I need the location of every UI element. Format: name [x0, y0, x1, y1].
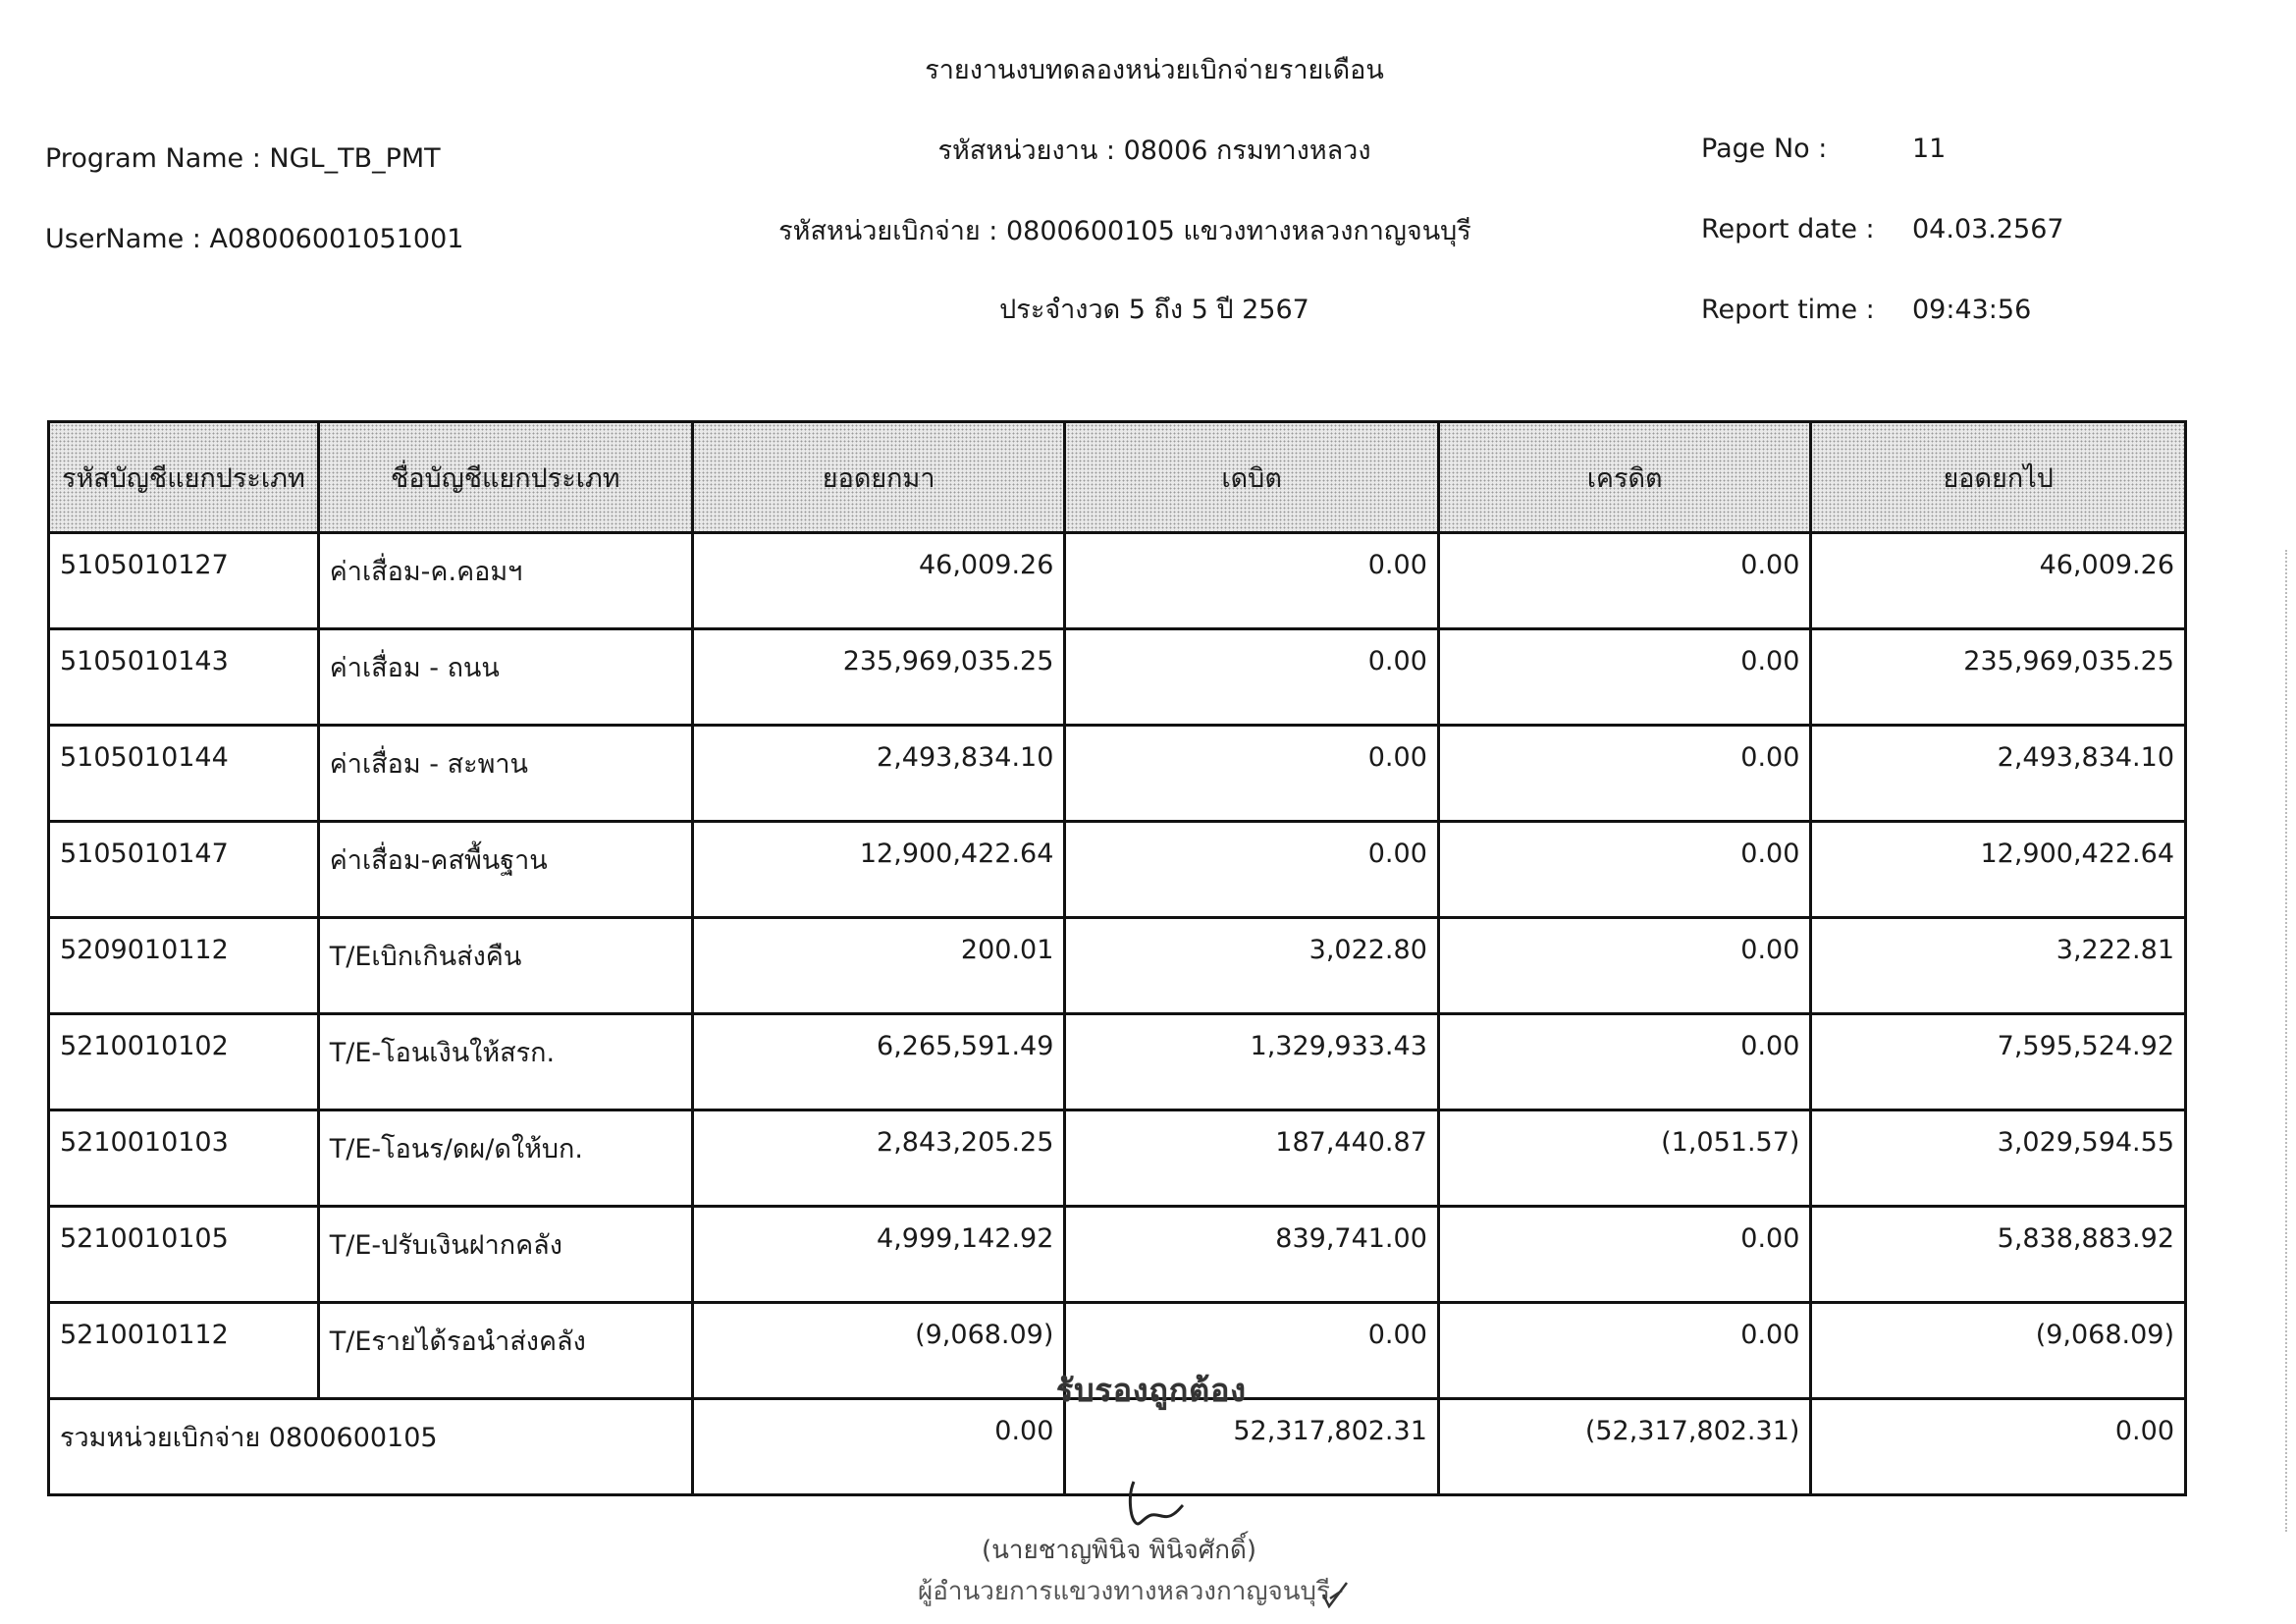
row-brought-forward: (9,068.09) [692, 1303, 1065, 1399]
table-row [49, 629, 2186, 726]
row-debit: 0.00 [1065, 533, 1438, 629]
row-account-name: T/E-โอนเงินให้สรก. [318, 1014, 692, 1110]
row-credit: 0.00 [1438, 1014, 1811, 1110]
row-account-code: 5209010112 [49, 918, 319, 1014]
col-header-carried-forward: ยอดยกไป [1811, 422, 2186, 533]
row-credit: 0.00 [1438, 726, 1811, 822]
page-no-label: Page No : [1701, 134, 1828, 164]
total-credit: (52,317,802.31) [1438, 1399, 1811, 1495]
row-brought-forward: 200.01 [692, 918, 1065, 1014]
row-debit: 0.00 [1065, 1303, 1438, 1399]
row-credit: 0.00 [1438, 1207, 1811, 1303]
row-carried-forward: 2,493,834.10 [1811, 726, 2186, 822]
row-credit: 0.00 [1438, 629, 1811, 726]
row-carried-forward: 235,969,035.25 [1811, 629, 2186, 726]
initial-mark-icon [1320, 1581, 1350, 1608]
certified-stamp: รับรองถูกต้อง [1056, 1372, 1247, 1409]
table-row [49, 533, 2186, 629]
report-date-value: 04.03.2567 [1912, 214, 2064, 244]
table-row [49, 918, 2186, 1014]
row-debit: 0.00 [1065, 629, 1438, 726]
page-no-value: 11 [1912, 134, 1947, 164]
total-debit: 52,317,802.31 [1065, 1399, 1438, 1495]
user-name: UserName : A08006001051001 [45, 224, 464, 254]
row-credit: (1,051.57) [1438, 1110, 1811, 1207]
row-account-code: 5105010143 [49, 629, 319, 726]
total-brought-forward: 0.00 [692, 1399, 1065, 1495]
row-account-name: ค่าเสื่อม - สะพาน [318, 726, 692, 822]
table-row [49, 822, 2186, 918]
report-time-label: Report time : [1701, 295, 1875, 325]
row-brought-forward: 6,265,591.49 [692, 1014, 1065, 1110]
signer-position: ผู้อำนวยการแขวงทางหลวงกาญจนบุรี [918, 1577, 1330, 1606]
row-account-code: 5105010147 [49, 822, 319, 918]
row-account-name: T/E-ปรับเงินฝากคลัง [318, 1207, 692, 1303]
row-brought-forward: 2,843,205.25 [692, 1110, 1065, 1207]
table-row [49, 726, 2186, 822]
row-account-code: 5105010127 [49, 533, 319, 629]
trial-balance-table [47, 420, 2187, 1496]
total-label: รวมหน่วยเบิกจ่าย 0800600105 [49, 1399, 693, 1495]
table-header-row [49, 422, 2186, 533]
scan-edge-line [2285, 550, 2287, 1532]
total-carried-forward: 0.00 [1811, 1399, 2186, 1495]
total-row [49, 1399, 2186, 1495]
row-brought-forward: 12,900,422.64 [692, 822, 1065, 918]
row-account-name: T/Eรายได้รอนำส่งคลัง [318, 1303, 692, 1399]
row-carried-forward: 3,029,594.55 [1811, 1110, 2186, 1207]
row-carried-forward: 46,009.26 [1811, 533, 2186, 629]
report-title: รายงานงบทดลองหน่วยเบิกจ่ายรายเดือน [925, 55, 1384, 85]
table-row [49, 1014, 2186, 1110]
col-header-account-code: รหัสบัญชีแยกประเภท [49, 422, 319, 533]
row-debit: 3,022.80 [1065, 918, 1438, 1014]
row-account-name: T/Eเบิกเกินส่งคืน [318, 918, 692, 1014]
row-account-code: 5210010112 [49, 1303, 319, 1399]
row-account-code: 5210010105 [49, 1207, 319, 1303]
row-account-name: T/E-โอนร/ดผ/ดให้บก. [318, 1110, 692, 1207]
row-debit: 0.00 [1065, 822, 1438, 918]
row-credit: 0.00 [1438, 533, 1811, 629]
agency-code: รหัสหน่วยงาน : 08006 กรมทางหลวง [937, 135, 1371, 166]
row-account-name: ค่าเสื่อม - ถนน [318, 629, 692, 726]
col-header-account-name: ชื่อบัญชีแยกประเภท [318, 422, 692, 533]
row-debit: 839,741.00 [1065, 1207, 1438, 1303]
signer-name: (นายชาญพินิจ พินิจศักดิ์) [982, 1536, 1256, 1565]
row-debit: 187,440.87 [1065, 1110, 1438, 1207]
row-carried-forward: 7,595,524.92 [1811, 1014, 2186, 1110]
row-debit: 0.00 [1065, 726, 1438, 822]
row-account-name: ค่าเสื่อม-คสพื้นฐาน [318, 822, 692, 918]
row-brought-forward: 46,009.26 [692, 533, 1065, 629]
row-brought-forward: 2,493,834.10 [692, 726, 1065, 822]
row-account-code: 5210010102 [49, 1014, 319, 1110]
row-credit: 0.00 [1438, 918, 1811, 1014]
handwritten-signature [1126, 1478, 1185, 1532]
row-account-code: 5210010103 [49, 1110, 319, 1207]
report-period: ประจำงวด 5 ถึง 5 ปี 2567 [999, 295, 1309, 325]
row-credit: 0.00 [1438, 822, 1811, 918]
row-carried-forward: 3,222.81 [1811, 918, 2186, 1014]
row-carried-forward: 5,838,883.92 [1811, 1207, 2186, 1303]
col-header-credit: เครดิต [1438, 422, 1811, 533]
row-carried-forward: 12,900,422.64 [1811, 822, 2186, 918]
col-header-debit: เดบิต [1065, 422, 1438, 533]
row-carried-forward: (9,068.09) [1811, 1303, 2186, 1399]
report-date-label: Report date : [1701, 214, 1875, 244]
table-row [49, 1207, 2186, 1303]
report-time-value: 09:43:56 [1912, 295, 2032, 325]
row-credit: 0.00 [1438, 1303, 1811, 1399]
col-header-brought-forward: ยอดยกมา [692, 422, 1065, 533]
row-debit: 1,329,933.43 [1065, 1014, 1438, 1110]
program-name: Program Name : NGL_TB_PMT [45, 143, 441, 174]
row-account-code: 5105010144 [49, 726, 319, 822]
table-row [49, 1110, 2186, 1207]
row-brought-forward: 4,999,142.92 [692, 1207, 1065, 1303]
row-account-name: ค่าเสื่อม-ค.คอมฯ [318, 533, 692, 629]
row-brought-forward: 235,969,035.25 [692, 629, 1065, 726]
disbursement-unit: รหัสหน่วยเบิกจ่าย : 0800600105 แขวงทางหลวงกาญจนบุรี [778, 216, 1471, 246]
